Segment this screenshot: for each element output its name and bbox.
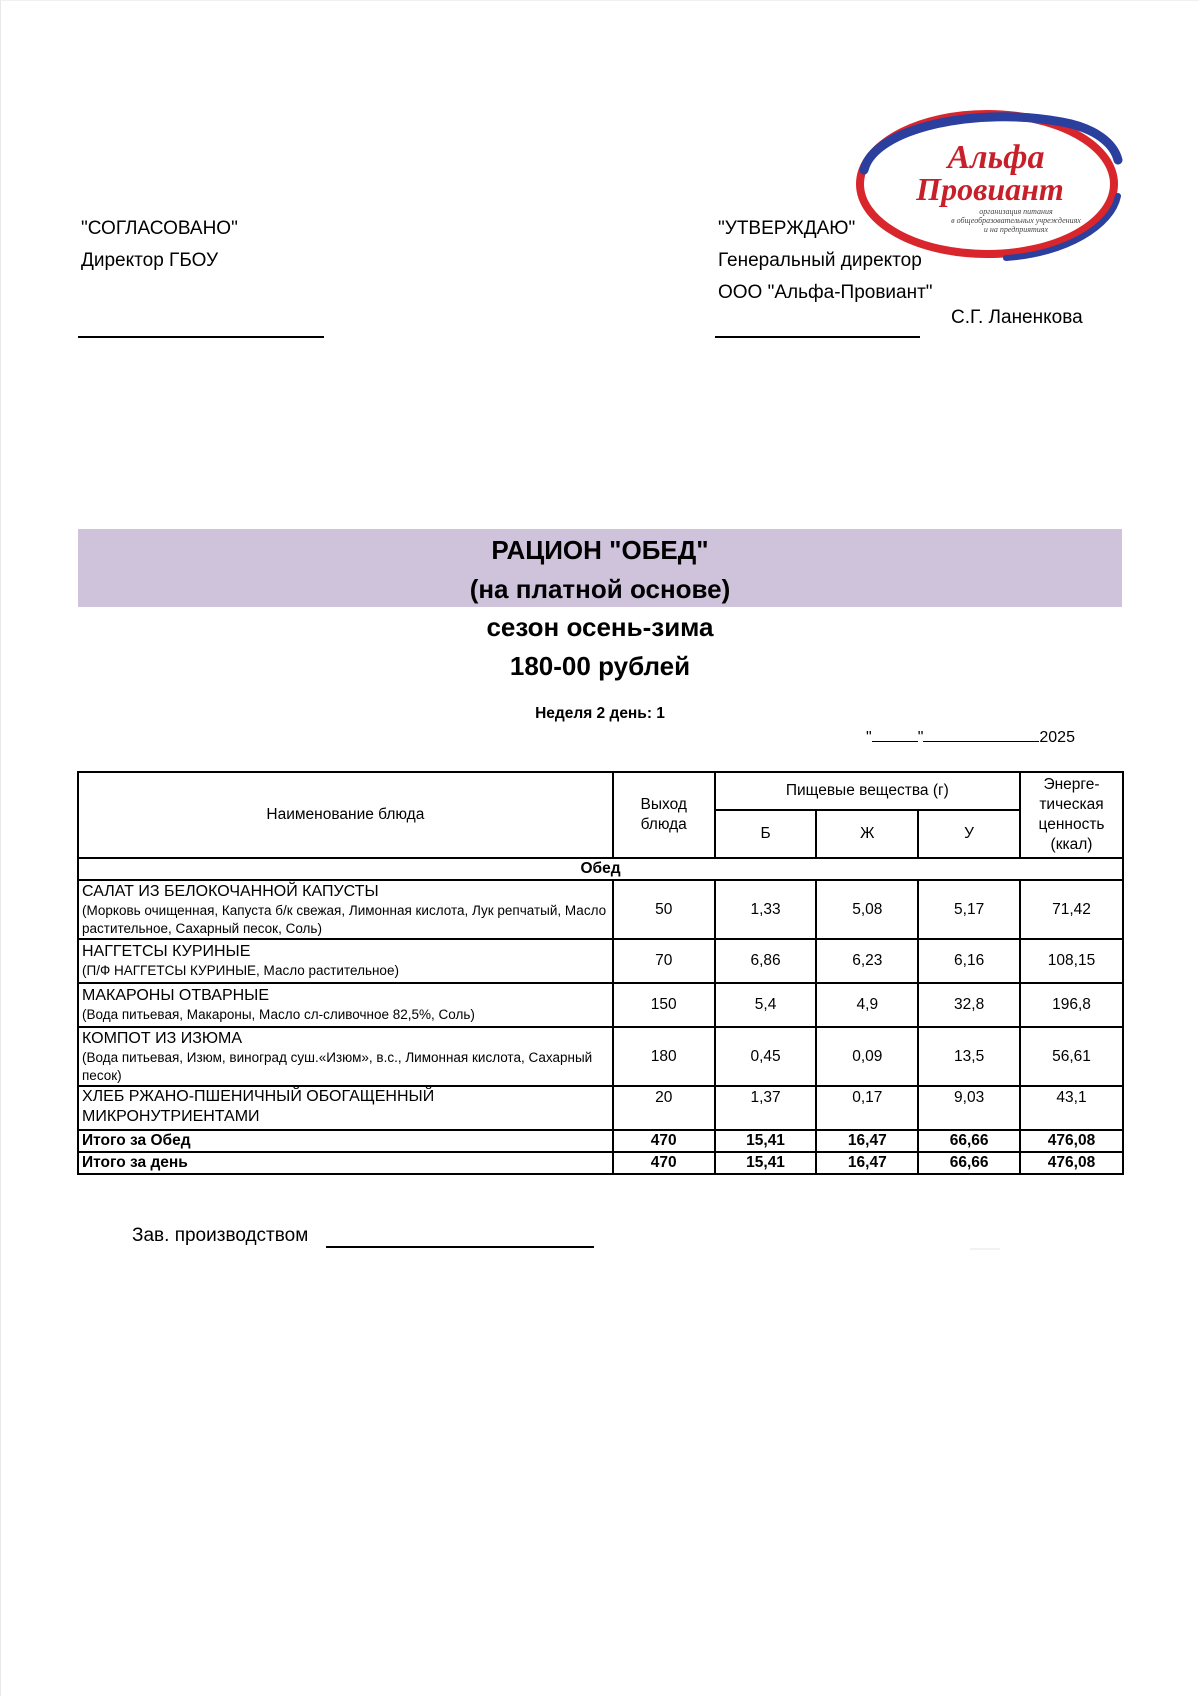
- total-kcal: 476,08: [1020, 1152, 1123, 1174]
- total-carbs: 66,66: [918, 1152, 1020, 1174]
- dish-composition: (П/Ф НАГГЕТСЫ КУРИНЫЕ, Масло растительное): [82, 963, 399, 978]
- table-row: [78, 1027, 1123, 1086]
- date-year: 2025: [1039, 729, 1075, 746]
- kcal-cell: 56,61: [1020, 1027, 1123, 1086]
- dish-name: САЛАТ ИЗ БЕЛОКОЧАННОЙ КАПУСТЫ: [82, 882, 379, 900]
- fat-cell: 0,17: [816, 1086, 918, 1130]
- total-yield: 470: [613, 1152, 715, 1174]
- logo-line2: Провиант: [916, 171, 1064, 207]
- date-line: [866, 728, 1075, 747]
- header-yield: Выход блюда: [613, 772, 715, 858]
- header-dish: Наименование блюда: [78, 772, 613, 858]
- title-line1: РАЦИОН "ОБЕД": [491, 535, 709, 565]
- fat-cell: 5,08: [816, 880, 918, 939]
- production-manager-signature-line: [326, 1246, 594, 1248]
- approval-left-position: Директор ГБОУ: [81, 250, 219, 271]
- fat-cell: 4,9: [816, 983, 918, 1027]
- header-fat: Ж: [816, 810, 918, 858]
- approval-right-company: ООО "Альфа-Провиант": [718, 282, 933, 303]
- date-day-blank: [872, 728, 918, 742]
- total-kcal: 476,08: [1020, 1130, 1123, 1152]
- dish-cell: [78, 939, 613, 983]
- carbs-cell: 13,5: [918, 1027, 1020, 1086]
- menu-title: [78, 531, 1122, 685]
- kcal-cell: 196,8: [1020, 983, 1123, 1027]
- kcal-cell: 43,1: [1020, 1086, 1123, 1130]
- protein-cell: 1,33: [715, 880, 817, 939]
- dish-composition: (Морковь очищенная, Капуста б/к свежая, Лимонная кислота, Лук репчатый, Масло растительное, Сахарный песок, Соль): [82, 902, 607, 936]
- total-fat: 16,47: [816, 1152, 918, 1174]
- carbs-cell: 32,8: [918, 983, 1020, 1027]
- dish-composition: (Вода питьевая, Макароны, Масло сл-сливочное 82,5%, Соль): [82, 1007, 475, 1022]
- logo-tagline2: в общеобразовательных учреждениях: [951, 216, 1081, 225]
- yield-cell: 50: [613, 880, 715, 939]
- total-carbs: 66,66: [918, 1130, 1020, 1152]
- approval-right-position: Генеральный директор: [718, 250, 922, 271]
- left-signature-line: [78, 336, 324, 338]
- protein-cell: 0,45: [715, 1027, 817, 1086]
- title-line3: сезон осень-зима: [486, 612, 714, 642]
- yield-cell: 70: [613, 939, 715, 983]
- dish-name: КОМПОТ ИЗ ИЗЮМА: [82, 1029, 243, 1047]
- fat-cell: 6,23: [816, 939, 918, 983]
- dish-name: ХЛЕБ РЖАНО-ПШЕНИЧНЫЙ ОБОГАЩЕННЫЙ МИКРОНУТРИЕНТАМИ: [82, 1088, 435, 1125]
- table-row: [78, 1086, 1123, 1130]
- table-row: [78, 880, 1123, 939]
- date-close-quote: ": [917, 729, 924, 746]
- week-day: Неделя 2 день: 1: [535, 705, 665, 722]
- yield-cell: 20: [613, 1086, 715, 1130]
- title-line2: (на платной основе): [469, 573, 731, 604]
- signer-name: С.Г. Ланенкова: [951, 307, 1083, 328]
- yield-cell: 180: [613, 1027, 715, 1086]
- dish-composition: (Вода питьевая, Изюм, виноград суш.«Изюм», в.с., Лимонная кислота, Сахарный песок): [82, 1049, 593, 1083]
- approval-left-heading: "СОГЛАСОВАНО": [81, 218, 238, 239]
- logo-tagline1: организация питания: [979, 207, 1053, 216]
- dish-cell: [78, 983, 613, 1027]
- dish-name: НАГГЕТСЫ КУРИНЫЕ: [82, 943, 251, 960]
- dish-cell: [78, 880, 613, 939]
- logo-tagline3: и на предприятиях: [983, 225, 1049, 234]
- dish-cell: [78, 1086, 613, 1130]
- fat-cell: 0,09: [816, 1027, 918, 1086]
- protein-cell: 1,37: [715, 1086, 817, 1130]
- total-fat: 16,47: [816, 1130, 918, 1152]
- alfa-proviant-logo: [856, 108, 1124, 264]
- title-line4: 180-00 рублей: [509, 650, 691, 681]
- header-carbs: У: [918, 810, 1020, 858]
- faint-mark: [970, 1248, 1000, 1250]
- yield-cell: 150: [613, 983, 715, 1027]
- total-row: [78, 1130, 1123, 1152]
- menu-table: [77, 771, 1124, 1175]
- approval-right-heading: "УТВЕРЖДАЮ": [718, 218, 856, 239]
- total-yield: 470: [613, 1130, 715, 1152]
- date-open-quote: ": [866, 729, 872, 746]
- approval-left: [81, 213, 238, 277]
- total-protein: 15,41: [715, 1130, 817, 1152]
- right-signature-line: [715, 336, 920, 338]
- header-energy: Энерге-тическая ценность (ккал): [1020, 772, 1123, 858]
- carbs-cell: 5,17: [918, 880, 1020, 939]
- date-month-blank: [923, 728, 1039, 742]
- total-label: Итого за день: [78, 1152, 613, 1174]
- header-nutrients: Пищевые вещества (г): [715, 772, 1020, 810]
- dish-name: МАКАРОНЫ ОТВАРНЫЕ: [82, 987, 270, 1004]
- total-row: [78, 1152, 1123, 1174]
- protein-cell: 6,86: [715, 939, 817, 983]
- protein-cell: 5,4: [715, 983, 817, 1027]
- section-label: Обед: [78, 858, 1123, 880]
- dish-cell: [78, 1027, 613, 1086]
- table-row: [78, 983, 1123, 1027]
- carbs-cell: 9,03: [918, 1086, 1020, 1130]
- kcal-cell: 108,15: [1020, 939, 1123, 983]
- total-protein: 15,41: [715, 1152, 817, 1174]
- header-protein: Б: [715, 810, 817, 858]
- total-label: Итого за Обед: [78, 1130, 613, 1152]
- kcal-cell: 71,42: [1020, 880, 1123, 939]
- production-manager-label: Зав. производством: [132, 1225, 309, 1246]
- table-row: [78, 939, 1123, 983]
- logo-line1: Альфа: [947, 139, 1045, 176]
- carbs-cell: 6,16: [918, 939, 1020, 983]
